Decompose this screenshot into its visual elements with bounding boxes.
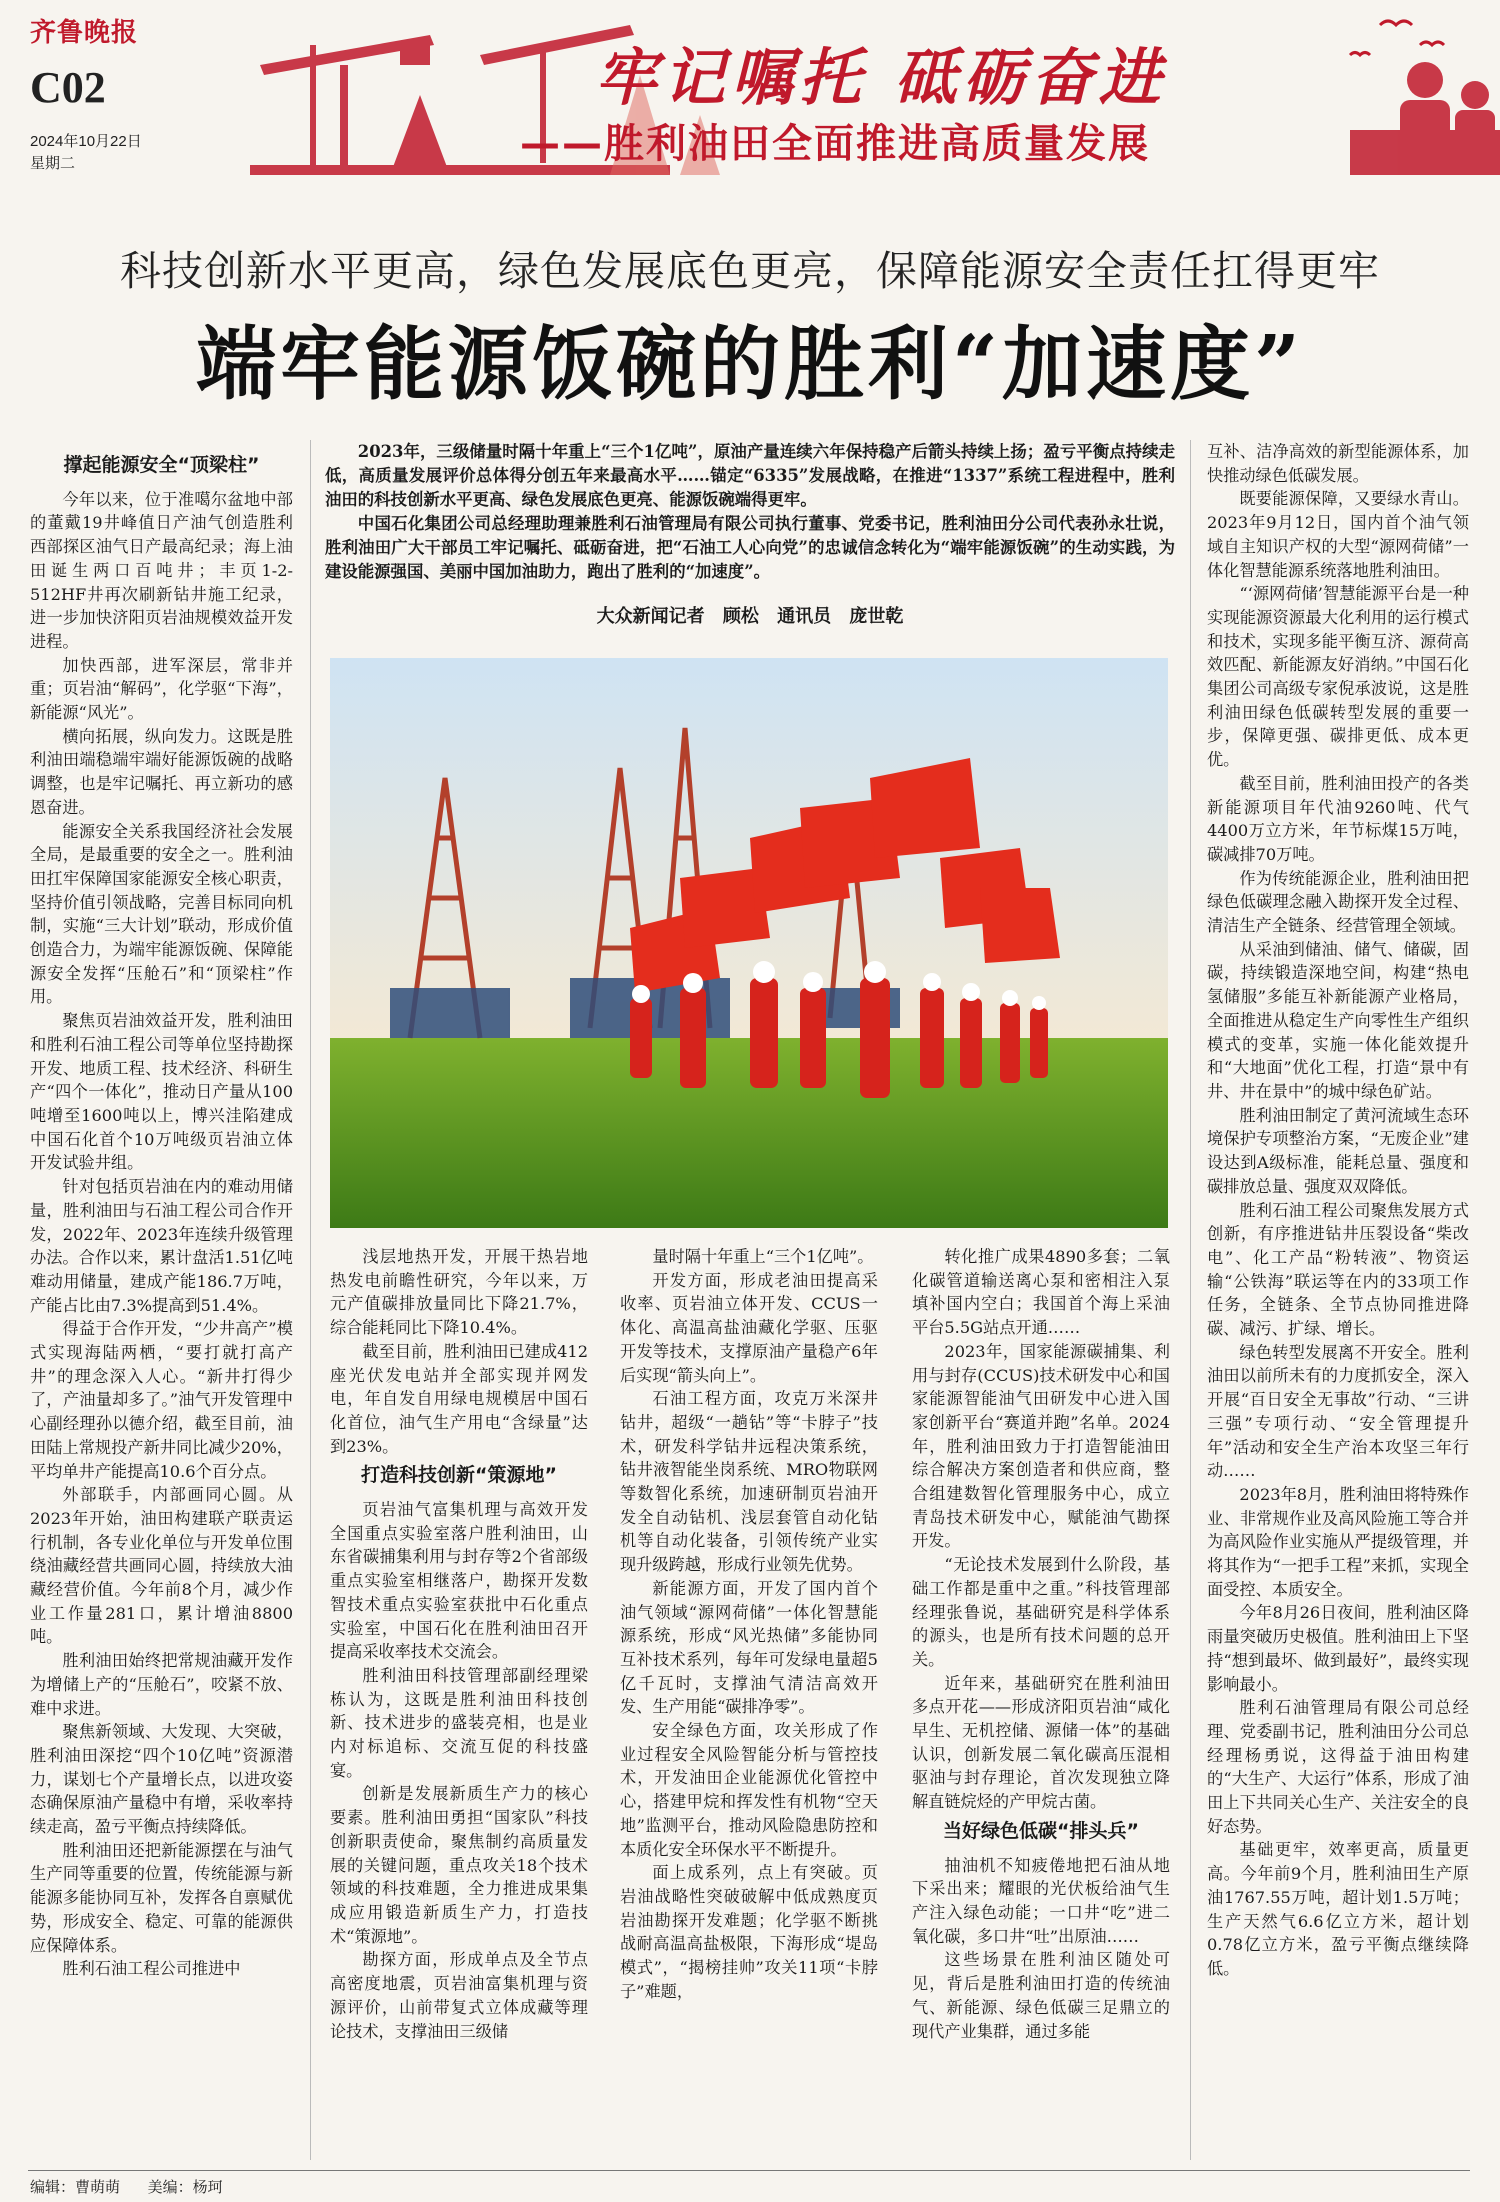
body-paragraph: 基础更牢，效率更高，质量更高。今年前9个月，胜利油田生产原油1767.55万吨，超计划1.5万吨；生产天然气6.6亿立方米，超计划0.78亿立方米，盈亏平衡点继续降低。 bbox=[1207, 1840, 1469, 1978]
body-paragraph: 作为传统能源企业，胜利油田把绿色低碳理念融入勘探开发全过程、清洁生产全链条、经营管理全领域。 bbox=[1207, 868, 1469, 936]
body-paragraph: 外部联手，内部画同心圆。从2023年开始，油田构建联产联责运行机制，各专业化单位与开发单位围绕油藏经营共画同心圆，持续放大油藏经营价值。今年前8个月，减少作业工作量281口，累计增油8800吨。 bbox=[30, 1485, 293, 1647]
body-paragraph: 既要能源保障，又要绿水青山。2023年9月12日，国内首个油气领域自主知识产权的大型“源网荷储”一体化智慧能源系统落地胜利油田。 bbox=[1207, 489, 1469, 580]
body-paragraph: 胜利石油工程公司推进中 bbox=[62, 1959, 241, 1979]
article-headline: 端牢能源饭碗的胜利“加速度” bbox=[195, 317, 1305, 411]
body-paragraph: 绿色转型发展离不开安全。胜利油田以前所未有的力度抓安全，深入开展“百日安全无事故”行动、“三讲三强”专项行动、“安全管理提升年”活动和安全生产治本攻坚三年行动…… bbox=[1207, 1342, 1469, 1481]
body-paragraph: 勘探方面，形成单点及全节点高密度地震，页岩油富集机理与资源评价，山前带复式立体成藏等理论技术，支撑油田三级储 bbox=[330, 1950, 588, 2041]
body-paragraph: 安全绿色方面，攻关形成了作业过程安全风险智能分析与管控技术，开发油田企业能源优化管控中心，搭建甲烷和挥发性有机物“空天地”监测平台，推动风险隐患防控和本质化安全环保水平不断提升。 bbox=[620, 1721, 878, 1859]
lead-paragraph: 2023年，三级储量时隔十年重上“三个1亿吨”，原油产量连续六年保持稳产后箭头持续上扬；盈亏平衡点持续走低，高质量发展评价总体得分创五年来最高水平……锚定“6335”发展战略，在推进“1337”系统工程进程中，胜利油田的科技创新水平更高、绿色发展底色更亮、能源饭碗端得更牢。 bbox=[325, 442, 1175, 509]
body-paragraph: 石油工程方面，攻克万米深井钻井，超级“一趟钻”等“卡脖子”技术，研发科学钻井远程决策系统，钻井液智能坐岗系统、MRO物联网等数智化系统，加速研制页岩油开发全自动钻机、浅层套管自动化钻机等自动化装备，引领传统产业实现升级跨越，形成行业领先优势。 bbox=[620, 1389, 878, 1575]
body-paragraph: 抽油机不知疲倦地把石油从地下采出来；耀眼的光伏板给油气生产注入绿色动能；一口井“吃”进二氧化碳，多口井“吐”出原油…… bbox=[912, 1855, 1170, 1946]
body-paragraph: 创新是发展新质生产力的核心要素。胜利油田勇担“国家队”科技创新职责使命，聚焦制约高质量发展的关键问题，重点攻关18个技术领域的科技难题，全力推进成果集成应用锻造新质生产力，打造技术“策源地”。 bbox=[330, 1784, 588, 1946]
body-paragraph: 从采油到储油、储气、储碳，固碳，持续锻造深地空间，构建“热电氢储服”多能互补新能源产业格局，全面推进从稳定生产向零性生产组织模式的变革，实施一体化能效提升和“大地面”优化工程，打造“景中有井、井在景中”的城中绿色矿站。 bbox=[1207, 939, 1469, 1101]
body-paragraph: 转化推广成果4890多套；二氧化碳管道输送离心泵和密相注入泵填补国内空白；我国首个海上采油平台5.5G站点开通…… bbox=[912, 1247, 1170, 1338]
body-paragraph: 能源安全关系我国经济社会发展全局，是最重要的安全之一。胜利油田扛牢保障国家能源安全核心职责，坚持价值引领战略，完善目标同向机制，实施“三大计划”联动，形成价值创造合力，为端牢能源饭碗、保障能源安全发挥“压舱石”和“顶梁柱”作用。 bbox=[30, 821, 293, 1007]
body-paragraph: 胜利油田科技管理部副经理梁栋认为，这既是胜利油田科技创新、技术进步的盛装亮相，也是业内对标追标、交流互促的科技盛宴。 bbox=[330, 1665, 588, 1780]
body-paragraph: 得益于合作开发，“少井高产”模式实现海陆两栖，“要打就打高产井”的理念深入人心。“新井打得少了，产油量却多了。”油气开发管理中心副经理孙以德介绍，截至目前，油田陆上常规投产新井同比减少20%，平均单井产能提高10.6个百分点。 bbox=[30, 1319, 293, 1481]
article-byline: 大众新闻记者 顾松 通讯员 庞世乾 bbox=[596, 606, 904, 627]
masthead bbox=[0, 0, 1500, 175]
body-paragraph: 加快西部，进军深层，常非并重；页岩油“解码”，化学驱“下海”，新能源“风光”。 bbox=[30, 655, 293, 723]
designer-credit: 美编：杨珂 bbox=[147, 2178, 223, 2196]
oilfield-workers-photo bbox=[330, 658, 1168, 1228]
body-paragraph: 量时隔十年重上“三个1亿吨”。 bbox=[652, 1247, 874, 1266]
footer-rule bbox=[28, 2170, 1470, 2171]
body-paragraph: 今年8月26日夜间，胜利油区降雨量突破历史极值。胜利油田上下坚持“想到最坏、做到最好”，最终实现影响最小。 bbox=[1207, 1603, 1469, 1694]
body-paragraph: 截至目前，胜利油田投产的各类新能源项目年代油9260吨、代气4400万立方米，年节标煤15万吨，碳减排70万吨。 bbox=[1207, 773, 1469, 864]
body-paragraph: 近年来，基础研究在胜利油田多点开花——形成济阳页岩油“咸化早生、无机控储、源储一体”的基础认识，创新发展二氧化碳高压混相驱油与封存理论，首次发现独立降解直链烷烃的产甲烷古菌。 bbox=[912, 1673, 1170, 1812]
banner-theme: ——胜利油田全面推进高质量发展 bbox=[520, 121, 1150, 167]
paper-logo: 齐鲁晚报 bbox=[30, 18, 139, 48]
lead-paragraph: 中国石化集团公司总经理助理兼胜利石油管理局有限公司执行董事、党委书记，胜利油田分公司代表孙永壮说，胜利油田广大干部员工牢记嘱托、砥砺奋进，把“石油工人心向党”的忠诚信念转化为“端牢能源饭碗”的生动实践，为建设能源强国、美丽中国加油助力，跑出了胜利的“加速度”。 bbox=[325, 514, 1175, 581]
section-subhead: 打造科技创新“策源地” bbox=[361, 1464, 557, 1487]
column-5 bbox=[1207, 440, 1469, 1981]
section-subhead: 撑起能源安全“顶梁柱” bbox=[63, 454, 260, 476]
body-paragraph: 聚焦页岩油效益开发，胜利油田和胜利石油工程公司等单位坚持勘探开发、地质工程、技术经济、科研生产“四个一体化”，推动日产量从100吨增至1600吨以上，博兴洼陷建成中国石化首个10万吨级页岩油立体开发试验井组。 bbox=[30, 1011, 293, 1173]
page-code: C02 bbox=[30, 63, 106, 112]
publication-weekday: 星期二 bbox=[30, 155, 76, 172]
body-paragraph: “无论技术发展到什么阶段，基础工作都是重中之重。”科技管理部经理张鲁说，基础研究是科学体系的源头，也是所有技术问题的总开关。 bbox=[912, 1555, 1170, 1669]
section-subhead: 当好绿色低碳“排头兵” bbox=[943, 1819, 1139, 1842]
body-paragraph: 浅层地热开发，开展干热岩地热发电前瞻性研究，今年以来，万元产值碳排放量同比下降21.7%，综合能耗同比下降10.4%。 bbox=[330, 1247, 588, 1338]
column-4 bbox=[912, 1245, 1170, 2043]
body-paragraph: 新能源方面，开发了国内首个油气领域“源网荷储”一体化智慧能源系统，形成“风光热储”多能协同互补技术系列，每年可发绿电量超5亿千瓦时，支撑油气清洁高效开发、生产用能“碳排净零”。 bbox=[620, 1578, 878, 1717]
body-paragraph: 页岩油气富集机理与高效开发全国重点实验室落户胜利油田，山东省碳捕集利用与封存等2个省部级重点实验室相继落户，勘探开发数智技术重点实验室获批中石化重点实验室，中国石化在胜利油田召开提高采收率技术交流会。 bbox=[330, 1500, 588, 1662]
article-kicker: 科技创新水平更高，绿色发展底色更亮，保障能源安全责任扛得更牢 bbox=[120, 247, 1380, 295]
editor-credit: 编辑：曹萌萌 bbox=[30, 2178, 121, 2196]
body-paragraph: “‘源网荷储’智慧能源平台是一种实现能源资源最大化利用的运行模式和技术，实现多能平衡互济、源荷高效匹配、新能源友好消纳。”中国石化集团公司高级专家倪承波说，这是胜利油田绿色低碳转型发展的重要一步，保障更强、碳排更低、成本更优。 bbox=[1207, 584, 1469, 770]
body-paragraph: 今年以来，位于准噶尔盆地中部的董戴19井峰值日产油气创造胜利西部探区油气日产最高纪录；海上油田诞生两口百吨井；丰页1-2-512HF井再次刷新钻井施工纪录，进一步加快济阳页岩油规模效益开发进程。 bbox=[30, 489, 293, 651]
body-paragraph: 这些场景在胜利油区随处可见，背后是胜利油田打造的传统油气、新能源、绿色低碳三足鼎立的现代产业集群，通过多能 bbox=[912, 1950, 1170, 2041]
body-paragraph: 聚焦新领域、大发现、大突破，胜利油田深挖“四个10亿吨”资源潜力，谋划七个产量增长点，以进攻姿态确保原油产量稳中有增，采收率持续走高，盈亏平衡点持续降低。 bbox=[30, 1722, 293, 1837]
column-rule bbox=[1190, 440, 1191, 2160]
body-paragraph: 开发方面，形成老油田提高采收率、页岩油立体开发、CCUS一体化、高温高盐油藏化学驱、压驱开发等技术，支撑原油产量稳产6年后实现“箭头向上”。 bbox=[620, 1270, 878, 1385]
column-2 bbox=[330, 1245, 588, 2043]
body-paragraph: 胜利油田始终把常规油藏开发作为增储上产的“压舱石”，咬紧不放、难中求进。 bbox=[30, 1651, 293, 1718]
body-paragraph: 互补、洁净高效的新型能源体系，加快推动绿色低碳发展。 bbox=[1207, 442, 1469, 485]
publication-date: 2024年10月22日 bbox=[30, 133, 142, 150]
body-paragraph: 胜利油田还把新能源摆在与油气生产同等重要的位置，传统能源与新能源多能协同互补，发挥各自禀赋优势，形成安全、稳定、可靠的能源供应保障体系。 bbox=[30, 1840, 293, 1955]
column-rule bbox=[310, 440, 311, 2160]
body-paragraph: 2023年8月，胜利油田将特殊作业、非常规作业及高风险施工等合并为高风险作业实施从严提级管理，并将其作为“一把手工程”来抓，实现全面受控、本质安全。 bbox=[1207, 1484, 1469, 1599]
page-footer bbox=[30, 2176, 223, 2197]
column-1 bbox=[30, 448, 293, 1981]
body-paragraph: 面上成系列，点上有突破。页岩油战略性突破破解中低成熟度页岩油勘探开发难题；化学驱不断挑战耐高温高盐极限，下海形成“堤岛模式”，“揭榜挂帅”攻关11项“卡脖子”难题， bbox=[620, 1863, 878, 2001]
body-paragraph: 截至目前，胜利油田已建成412座光伏发电站并全部实现并网发电，年自发自用绿电规模居中国石化首位，油气生产用电“含绿量”达到23%。 bbox=[330, 1341, 588, 1456]
body-paragraph: 胜利石油管理局有限公司总经理、党委副书记，胜利油田分公司总经理杨勇说，这得益于油田构建的“大生产、大运行”体系，形成了油田上下共同关心生产、关注安全的良好态势。 bbox=[1207, 1698, 1469, 1836]
body-paragraph: 针对包括页岩油在内的难动用储量，胜利油田与石油工程公司合作开发，2022年、2023年连续升级管理办法。合作以来，累计盘活1.51亿吨难动用储量，建成产能186.7万吨，产能占比由7.3%提高到51.4%。 bbox=[30, 1177, 293, 1315]
body-paragraph: 胜利油田制定了黄河流域生态环境保护专项整治方案，“无废企业”建设达到A级标准，能耗总量、强度和碳排放总量、强度双双降低。 bbox=[1207, 1105, 1469, 1196]
banner-slogan: 牢记嘱托 砥砺奋进 bbox=[595, 41, 1167, 114]
body-paragraph: 2023年，国家能源碳捕集、利用与封存(CCUS)技术研发中心和国家能源智能油气田研发中心进入国家创新平台“赛道并跑”名单。2024年，胜利油田致力于打造智能油田综合解决方案创造者和供应商，整合组建数智化管理服务中心，成立青岛技术研发中心，赋能油气勘探开发。 bbox=[912, 1341, 1170, 1551]
column-3 bbox=[620, 1245, 878, 2004]
body-paragraph: 胜利石油工程公司聚焦发展方式创新，有序推进钻井压裂设备“柴改电”、化工产品“粉转液”、物资运输“公铁海”联运等在内的33项工作任务，全链条、全节点协同推进降碳、减污、扩绿、增长。 bbox=[1207, 1200, 1469, 1339]
article-lead bbox=[325, 440, 1175, 584]
body-paragraph: 横向拓展，纵向发力。这既是胜利油田端稳端牢端好能源饭碗的战略调整，也是牢记嘱托、再立新功的感恩奋进。 bbox=[30, 726, 293, 817]
